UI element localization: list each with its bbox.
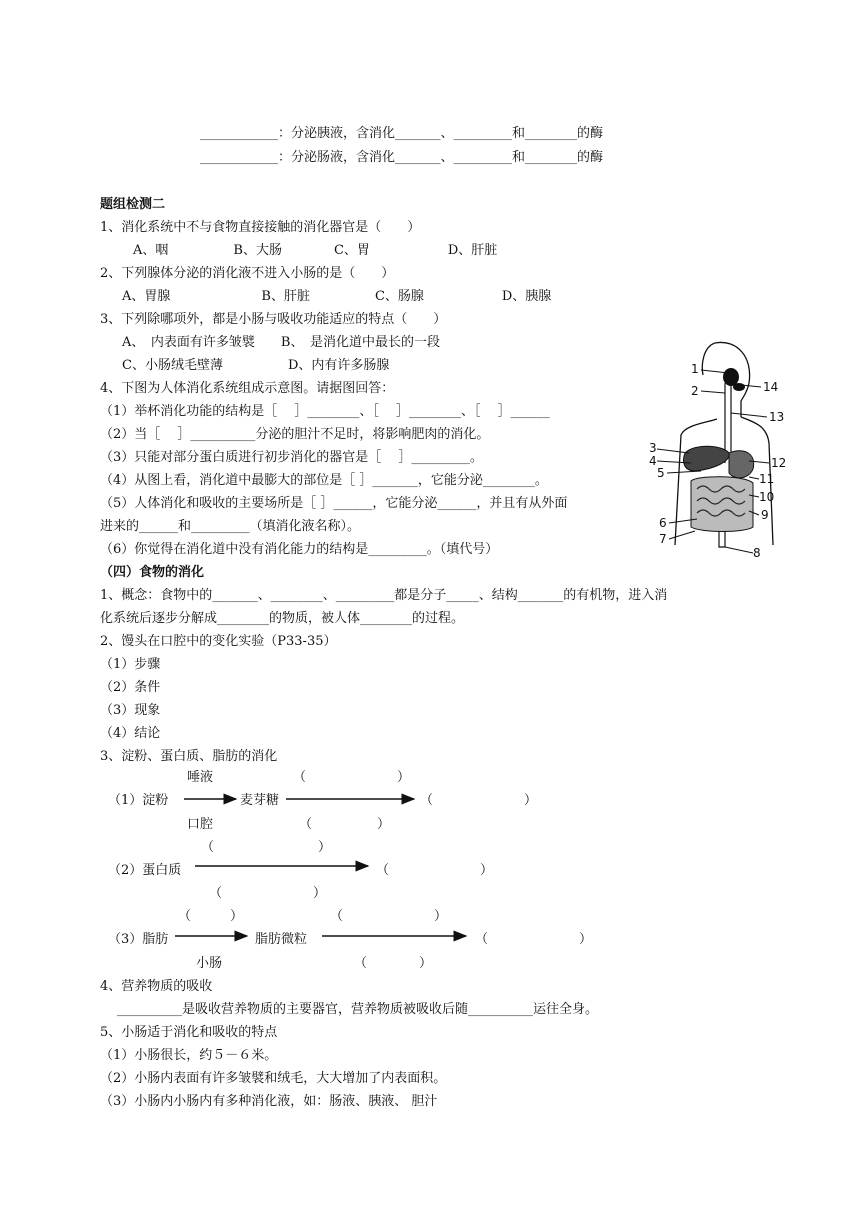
intestine-feature-3: （3）小肠内小肠内有多种消化液，如：肠液、胰液、 胆汁	[100, 1094, 438, 1109]
fat-enzyme-2-blank: （ ）	[330, 909, 448, 924]
diagram-label-4: 4	[649, 454, 657, 468]
concept-line-2: 化系统后逐步分解成________的物质，被人体________的过程。	[100, 611, 465, 626]
fat-droplet-label: 脂肪微粒	[255, 932, 308, 947]
protein-enzyme-blank: （ ）	[201, 840, 332, 855]
q1-options: A、咽 B、大肠 C、胃 D、肝脏	[133, 243, 498, 258]
section-title-quiz-2: 题组检测二	[100, 197, 166, 212]
fat-site-1: 小肠	[196, 956, 223, 971]
protein-site-blank: （ ）	[209, 886, 327, 901]
fat-site-2-blank: （ ）	[354, 956, 433, 971]
diagram-label-2: 2	[691, 384, 699, 398]
diagram-label-9: 9	[761, 508, 769, 522]
experiment-title: 2、馒头在口腔中的变化实验（P33-35）	[100, 634, 337, 649]
diagram-label-7: 7	[659, 532, 667, 546]
digestion-title: 3、淀粉、蛋白质、脂肪的消化	[100, 749, 278, 764]
intestine-feature-1: （1）小肠很长，约５－６米。	[100, 1048, 278, 1063]
q4-item-2: （2）当［ ］__________分泌的胆汁不足时，将影响肥肉的消化。	[100, 427, 490, 442]
experiment-step-4: （4）结论	[100, 726, 161, 741]
q3-options-ab: A、 内表面有许多皱襞 B、 是消化道中最长的一段	[122, 335, 440, 350]
maltose-label: 麦芽糖	[240, 793, 280, 808]
q2-stem: 2、下列腺体分泌的消化液不进入小肠的是（ ）	[100, 266, 395, 281]
diagram-label-10: 10	[759, 490, 775, 504]
q4-item-5: （5）人体消化和吸收的主要场所是［ ］______，它能分泌______，并且有从外面	[100, 496, 568, 511]
fat-label: （3）脂肪	[108, 932, 169, 947]
section-title-food-digestion: （四）食物的消化	[100, 565, 205, 580]
intestinal-gland-line: ____________：分泌肠液，含消化_______、_________和________的酶	[200, 150, 604, 165]
fat-product-blank: （ ）	[475, 932, 593, 947]
absorption-text: __________是吸收营养物质的主要器官，营养物质被吸收后随__________运往全身。	[117, 1002, 599, 1017]
intestine-feature-2: （2）小肠内表面有许多皱襞和绒毛，大大增加了内表面积。	[100, 1071, 447, 1086]
experiment-step-2: （2）条件	[100, 680, 161, 695]
experiment-step-3: （3）现象	[100, 703, 161, 718]
absorption-title: 4、营养物质的吸收	[100, 979, 213, 994]
starch-enzyme-2-blank: （ ）	[293, 770, 411, 785]
starch-enzyme-1: 唾液	[187, 770, 214, 785]
starch-product-blank: （ ）	[420, 793, 538, 808]
q4-item-5-cont: 进来的______和_________（填消化液名称）。	[100, 519, 361, 534]
fat-agent-1-blank: （ ）	[178, 909, 244, 924]
q4-item-6: （6）你觉得在消化道中没有消化能力的结构是_________。（填代号）	[100, 542, 499, 557]
q4-stem: 4、下图为人体消化系统组成示意图。请据图回答：	[100, 381, 395, 396]
pancreas-line: ____________：分泌胰液，含消化_______、_________和________的酶	[200, 126, 604, 141]
q4-item-1: （1）举杯消化功能的结构是［ ］________、［ ］________、［ ］______	[100, 404, 550, 419]
diagram-label-5: 5	[657, 466, 665, 480]
diagram-label-13: 13	[769, 410, 785, 424]
starch-label: （1）淀粉	[108, 793, 169, 808]
experiment-step-1: （1）步骤	[100, 657, 161, 672]
intestine-features-title: 5、小肠适于消化和吸收的特点	[100, 1025, 278, 1040]
diagram-label-8: 8	[753, 546, 761, 560]
concept-line-1: 1、概念：食物中的_______、________、_________都是分子_____、结构_______的有机物，进入消	[100, 588, 668, 603]
protein-label: （2）蛋白质	[108, 863, 182, 878]
q1-stem: 1、消化系统中不与食物直接接触的消化器官是（ ）	[100, 220, 421, 235]
diagram-label-6: 6	[659, 516, 667, 530]
diagram-label-1: 1	[691, 362, 699, 376]
diagram-label-14: 14	[763, 380, 779, 394]
q4-item-3: （3）只能对部分蛋白质进行初步消化的器官是［ ］_________。	[100, 450, 483, 465]
q3-stem: 3、下列除哪项外，都是小肠与吸收功能适应的特点（ ）	[100, 312, 447, 327]
diagram-label-11: 11	[759, 472, 775, 486]
q4-item-4: （4）从图上看，消化道中最膨大的部位是［ ］_______，它能分泌________。	[100, 473, 548, 488]
q3-options-cd: C、小肠绒毛壁薄 D、内有许多肠腺	[122, 358, 390, 373]
starch-site-1: 口腔	[187, 817, 214, 832]
protein-product-blank: （ ）	[376, 863, 494, 878]
diagram-label-3: 3	[649, 441, 657, 455]
q2-options: A、胃腺 B、肝脏 C、肠腺 D、胰腺	[122, 289, 552, 304]
diagram-label-12: 12	[771, 456, 787, 470]
starch-site-2-blank: （ ）	[299, 817, 391, 832]
